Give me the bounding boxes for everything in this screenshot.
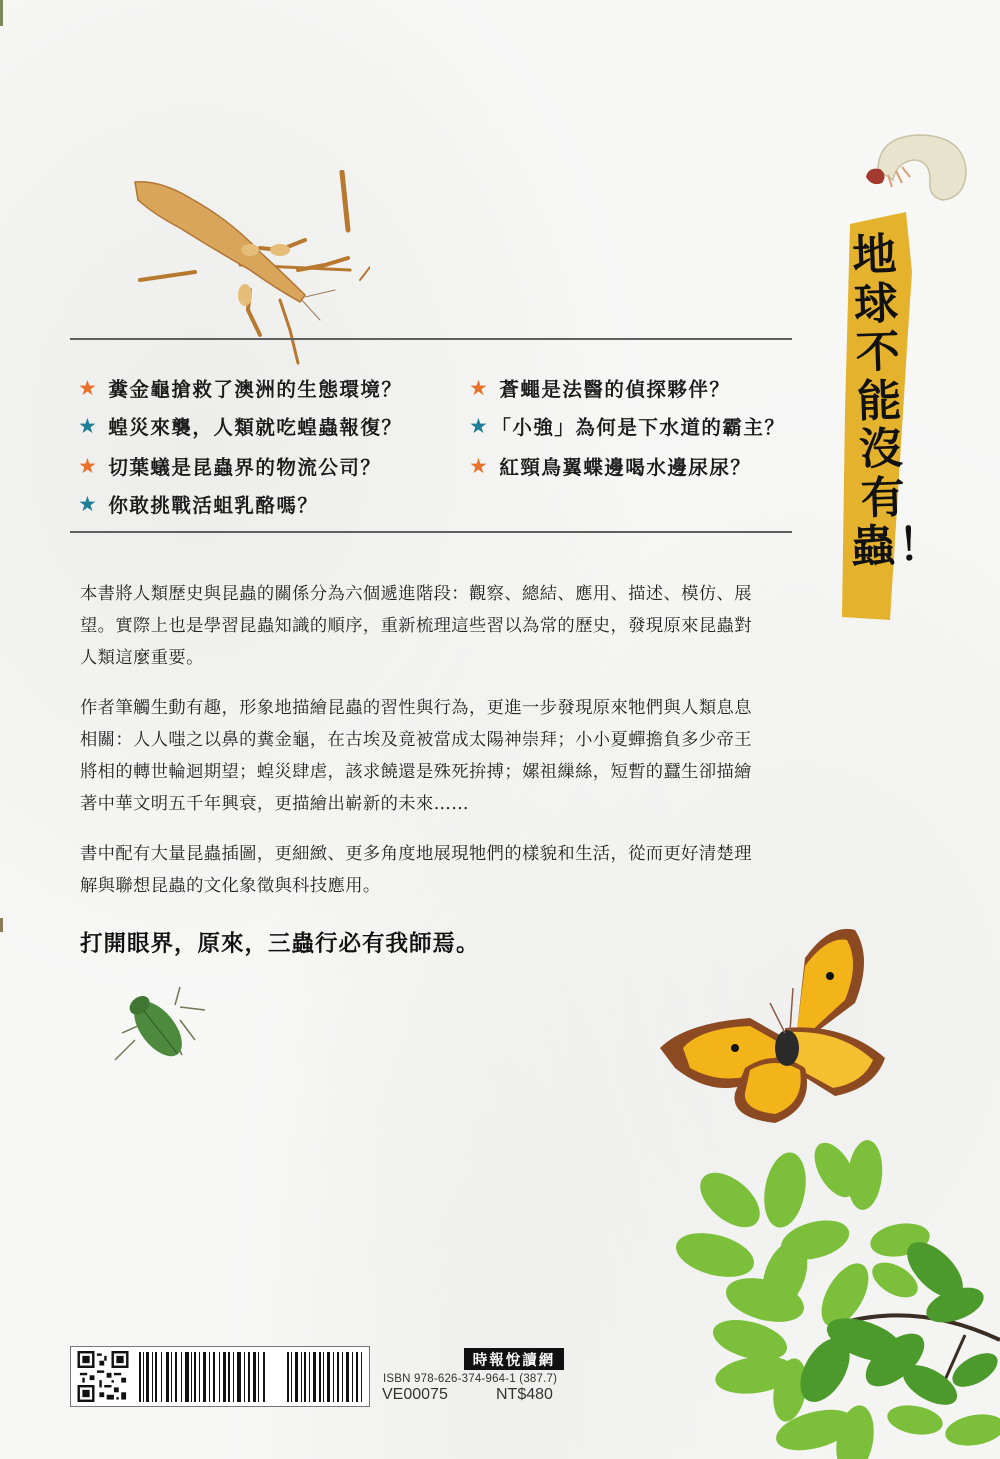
isbn-text: ISBN 978-626-374-964-1 (387.7) xyxy=(383,1373,558,1385)
leafy-branch-illustration xyxy=(665,1140,1000,1459)
description-paragraph-1: 本書將人類歷史與昆蟲的關係分為六個遞進階段：觀察、總結、應用、描述、模仿、展望。實際上也是學習昆蟲知識的順序，重新梳理這些習以為常的歷史，發現原來昆蟲對人類這麼重要。 xyxy=(80,584,752,668)
divider-bottom xyxy=(70,531,792,533)
description-paragraph-3: 書中配有大量昆蟲插圖，更細緻、更多角度地展現牠們的樣貌和生活，從而更好清楚理解與聯想昆蟲的文化象徵與科技應用。 xyxy=(80,844,752,896)
question-item: ★ 「小強」為何是下水道的霸主？ xyxy=(469,413,786,439)
publisher-logo: 時報悅讀網 xyxy=(464,1348,564,1370)
stick-insect-illustration xyxy=(120,170,370,370)
tagline: 打開眼界，原來，三蟲行必有我師焉。 xyxy=(80,931,480,957)
price: NT$480 xyxy=(496,1386,553,1403)
question-item: ★ 蒼蠅是法醫的偵探夥伴？ xyxy=(469,375,731,401)
product-code: VE00075 xyxy=(382,1386,448,1403)
isbn-barcode xyxy=(137,1352,365,1402)
side-banner xyxy=(840,212,958,622)
side-banner-text: 地球不能沒有蟲！ xyxy=(850,229,946,574)
star-icon: ★ xyxy=(78,491,99,516)
qr-code xyxy=(76,1351,130,1402)
yellow-butterfly-illustration xyxy=(655,918,890,1128)
star-icon: ★ xyxy=(469,453,490,478)
description-paragraph-2: 作者筆觸生動有趣，形象地描繪昆蟲的習性與行為，更進一步發現原來牠們與人類息息相關：人人嗤之以鼻的糞金龜，在古埃及竟被當成太陽神崇拜；小小夏蟬擔負多少帝王將相的轉世輪迴期望；蝗災肆虐，該求饒還是殊死拚搏；嫘祖繅絲，短暫的蠶生卻描繪著中華文明五千年興衰，更描繪出嶄新的未來…… xyxy=(80,698,752,814)
star-icon: ★ xyxy=(78,375,99,400)
question-item: ★ 蝗災來襲，人類就吃蝗蟲報復？ xyxy=(78,413,403,439)
star-icon: ★ xyxy=(78,413,99,438)
spine-edge-mark xyxy=(0,918,3,932)
beetle-grub-illustration xyxy=(858,125,973,205)
jewel-beetle-illustration xyxy=(100,985,215,1065)
question-item: ★ 紅頸鳥翼蝶邊喝水邊尿尿？ xyxy=(469,453,752,479)
spine-edge-mark xyxy=(0,0,3,26)
question-item: ★ 切葉蟻是昆蟲界的物流公司？ xyxy=(78,453,382,479)
question-item: ★ 你敢挑戰活蛆乳酪嗎？ xyxy=(78,491,319,517)
divider-top xyxy=(70,338,792,340)
question-list xyxy=(78,370,798,520)
star-icon: ★ xyxy=(78,453,99,478)
star-icon: ★ xyxy=(469,413,490,438)
star-icon: ★ xyxy=(469,375,490,400)
barcode-box xyxy=(70,1346,370,1407)
question-item: ★ 糞金龜搶救了澳洲的生態環境？ xyxy=(78,375,403,401)
